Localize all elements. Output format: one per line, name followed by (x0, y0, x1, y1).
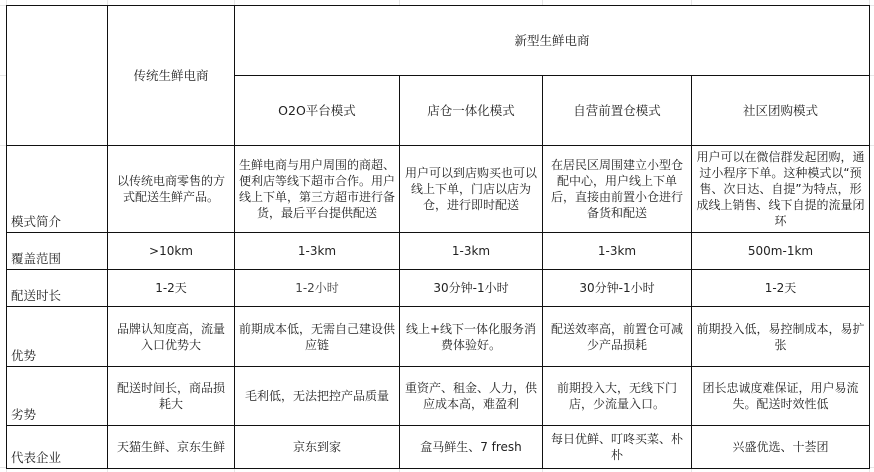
comparison-table (6, 5, 870, 469)
cell-community-group: 1-2天 (692, 270, 870, 307)
cell-front-warehouse: 配送效率高，前置仓可减少产品损耗 (543, 307, 692, 367)
table-row (7, 426, 870, 469)
header-store-warehouse: 店仓一体化模式 (400, 76, 543, 146)
cell-front-warehouse: 1-3km (543, 233, 692, 270)
cell-store-warehouse: 用户可以到店购买也可以线上下单，门店以店为仓，进行即时配送 (400, 146, 543, 233)
header-traditional: 传统生鲜电商 (108, 6, 235, 146)
cell-community-group: 团长忠诚度难保证，用户易流失。配送时效性低 (692, 367, 870, 426)
cell-store-warehouse: 盒马鲜生、7 fresh (400, 426, 543, 469)
cell-traditional: >10km (108, 233, 235, 270)
table-row (7, 367, 870, 426)
row-label-delivery-time: 配送时长 (7, 270, 108, 307)
table-row (7, 233, 870, 270)
row-label-coverage: 覆盖范围 (7, 233, 108, 270)
cell-traditional: 天猫生鲜、京东生鲜 (108, 426, 235, 469)
cell-store-warehouse: 线上+线下一体化服务消费体验好。 (400, 307, 543, 367)
table-row (7, 270, 870, 307)
cell-o2o: 京东到家 (235, 426, 400, 469)
row-label-model-intro: 模式简介 (7, 146, 108, 233)
row-label-disadvantages: 劣势 (7, 367, 108, 426)
cell-store-warehouse: 30分钟-1小时 (400, 270, 543, 307)
cell-front-warehouse: 每日优鲜、叮咚买菜、朴朴 (543, 426, 692, 469)
cell-community-group: 兴盛优选、十荟团 (692, 426, 870, 469)
cell-o2o: 生鲜电商与用户周围的商超、便利店等线下超市合作。用户线上下单，第三方超市进行备货，最后平台提供配送 (235, 146, 400, 233)
cell-traditional: 配送时间长，商品损耗大 (108, 367, 235, 426)
cell-store-warehouse: 重资产、租金、人力，供应成本高，难盈利 (400, 367, 543, 426)
cell-traditional: 品牌认知度高，流量入口优势大 (108, 307, 235, 367)
cell-traditional: 以传统电商零售的方式配送生鲜产品。 (108, 146, 235, 233)
table-row (7, 146, 870, 233)
cell-community-group: 前期投入低，易控制成本，易扩张 (692, 307, 870, 367)
cell-community-group: 用户可以在微信群发起团购，通过小程序下单。这种模式以“预售、次日达、自提”为特点，形成线上销售、线下自提的流量闭环 (692, 146, 870, 233)
cell-traditional: 1-2天 (108, 270, 235, 307)
corner-cell (7, 6, 108, 146)
header-new-group: 新型生鲜电商 (235, 6, 870, 76)
cell-o2o: 1-2小时 (235, 270, 400, 307)
cell-front-warehouse: 30分钟-1小时 (543, 270, 692, 307)
cell-front-warehouse: 前期投入大，无线下门店，少流量入口。 (543, 367, 692, 426)
cell-front-warehouse: 在居民区周围建立小型仓配中心，用户线上下单后，直接由前置小仓进行备货和配送 (543, 146, 692, 233)
header-o2o: O2O平台模式 (235, 76, 400, 146)
header-front-warehouse: 自营前置仓模式 (543, 76, 692, 146)
cell-community-group: 500m-1km (692, 233, 870, 270)
cell-o2o: 毛利低，无法把控产品质量 (235, 367, 400, 426)
cell-store-warehouse: 1-3km (400, 233, 543, 270)
table-row (7, 307, 870, 367)
cell-o2o: 前期成本低，无需自己建设供应链 (235, 307, 400, 367)
row-label-representative-companies: 代表企业 (7, 426, 108, 469)
header-community-group: 社区团购模式 (692, 76, 870, 146)
row-label-advantages: 优势 (7, 307, 108, 367)
header-row-group (7, 6, 870, 76)
cell-o2o: 1-3km (235, 233, 400, 270)
